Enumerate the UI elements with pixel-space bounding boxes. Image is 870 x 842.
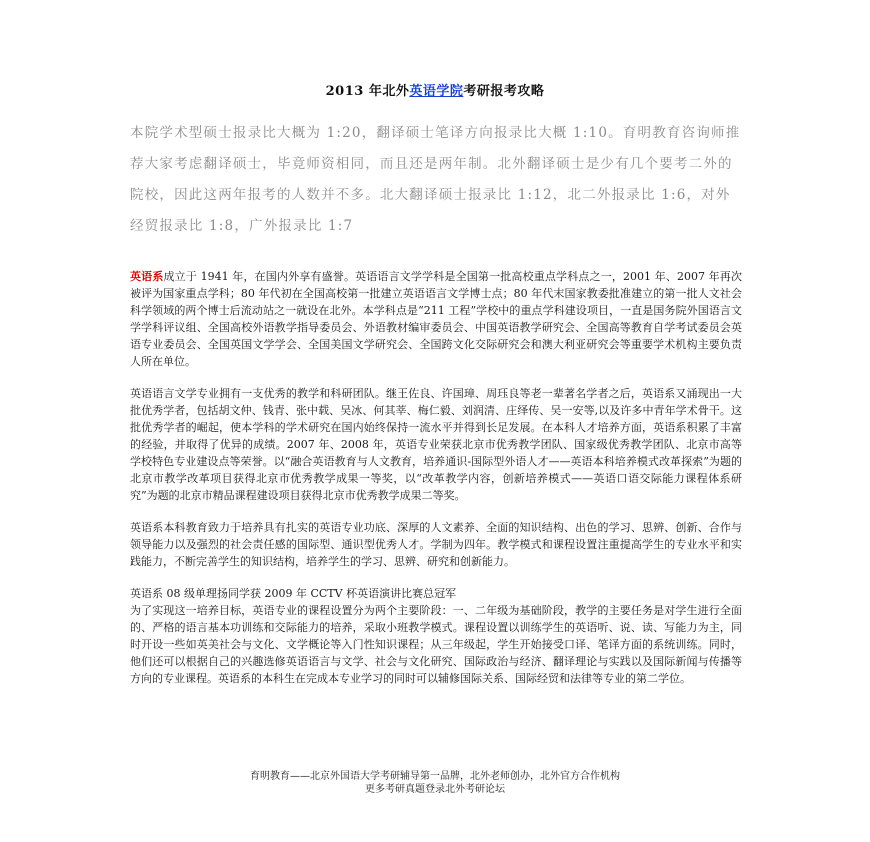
document-title — [0, 80, 870, 99]
paragraph-faculty: 英语语言文学专业拥有一支优秀的教学和科研团队。继王佐良、许国璋、周珏良等老一辈著名学者之后，英语系又涌现出一大批优秀学者，包括胡文仲、钱青、张中载、吴冰、何其莘、梅仁毅、刘润清、庄绎传、吴一安等,以及许多中青年学术骨干。这批优秀学者的崛起，使本学科的学术研究在国内始终保持一流水平并得到长足发展。在本科人才培养方面，英语系积累了丰富的经验，并取得了优异的成绩。2007 年、2008 年，英语专业荣获北京市优秀教学团队、国家级优秀教学团队、北京市高等学校特色专业建设点等荣誉。以“融合英语教育与人文教育，培养通识-国际型外语人才——英语本科培养模式改革探索”为题的北京市教学改革项目获得北京市优秀教学成果一等奖，以“改革教学内容，创新培养模式——英语口语交际能力课程体系研究”为题的北京市精品课程建设项目获得北京市优秀教学成果二等奖。 — [130, 387, 742, 502]
paragraph-history-text: 成立于 1941 年，在国内外享有盛誉。英语语言文学学科是全国第一批高校重点学科点之一，2001 年、2007 年再次被评为国家重点学科；80 年代初在全国高校第一批建立英语语言文学博士点；80 年代末国家教委批准建立的第一批人文社会科学领域的两个博士后流动站之一就设在北外。本学科点是“211 工程”学校中的重点学科建设项目，一直是国务院外国语言文学学科评议组、全国高校外语教学指导委员会、外语教材编审委员会、中国英语教学研究会、全国高等教育自学考试委员会英语专业委员会、全国英国文学学会、全国美国文学研究会、全国跨文化交际研究会和澳大利亚研究会等重要学术机构主要负责人所在单位。 — [130, 270, 743, 368]
body-section — [130, 268, 742, 702]
title-prefix: 2013 年北外 — [325, 84, 410, 99]
title-suffix: 考研报考攻略 — [463, 84, 545, 99]
footer-line-1: 育明教育——北京外国语大学考研辅导第一品牌，北外老师创办，北外官方合作机构 — [250, 771, 620, 782]
intro-section — [130, 118, 745, 242]
title-link[interactable]: 英语学院 — [409, 84, 464, 99]
footer-line-2: 更多考研真题登录北外考研论坛 — [365, 784, 505, 795]
paragraph-award-heading: 英语系 08 级单理扬同学获 2009 年 CCTV 杯英语演讲比赛总冠军 — [130, 587, 457, 600]
footer — [0, 770, 870, 796]
department-name: 英语系 — [130, 270, 164, 283]
paragraph-curriculum: 为了实现这一培养目标，英语专业的课程设置分为两个主要阶段：一、二年级为基础阶段，教学的主要任务是对学生进行全面的、严格的语言基本功训练和交际能力的培养，采取小班教学模式。课程设置以训练学生的英语听、说、读、写能力为主，同时开设一些如英美社会与文化、文学概论等入门性知识课程；从三年级起，学生开始接受口译、笔译方面的系统训练。同时，他们还可以根据自己的兴趣选修英语语言与文学、社会与文化研究、国际政治与经济、翻译理论与实践以及国际新闻与传播等方向的专业课程。英语系的本科生在完成本专业学习的同时可以辅修国际关系、国际经贸和法律等专业的第二学位。 — [130, 604, 742, 685]
intro-paragraph: 本院学术型硕士报录比大概为 1:20，翻译硕士笔译方向报录比大概 1:10。育明教育咨询师推荐大家考虑翻译硕士，毕竟师资相同，而且还是两年制。北外翻译硕士是少有几个要考二外的院校，因此这两年报考的人数并不多。北大翻译硕士报录比 1:12，北二外报录比 1:6，对外经贸报录比 1:8，广外报录比 1:7 — [130, 125, 741, 234]
paragraph-history — [130, 268, 742, 370]
paragraph-undergrad-goal: 英语系本科教育致力于培养具有扎实的英语专业功底、深厚的人文素养、全面的知识结构、出色的学习、思辨、创新、合作与领导能力以及强烈的社会责任感的国际型、通识型优秀人才。学制为四年。教学模式和课程设置注重提高学生的专业水平和实践能力，不断完善学生的知识结构，培养学生的学习、思辨、研究和创新能力。 — [130, 521, 742, 568]
